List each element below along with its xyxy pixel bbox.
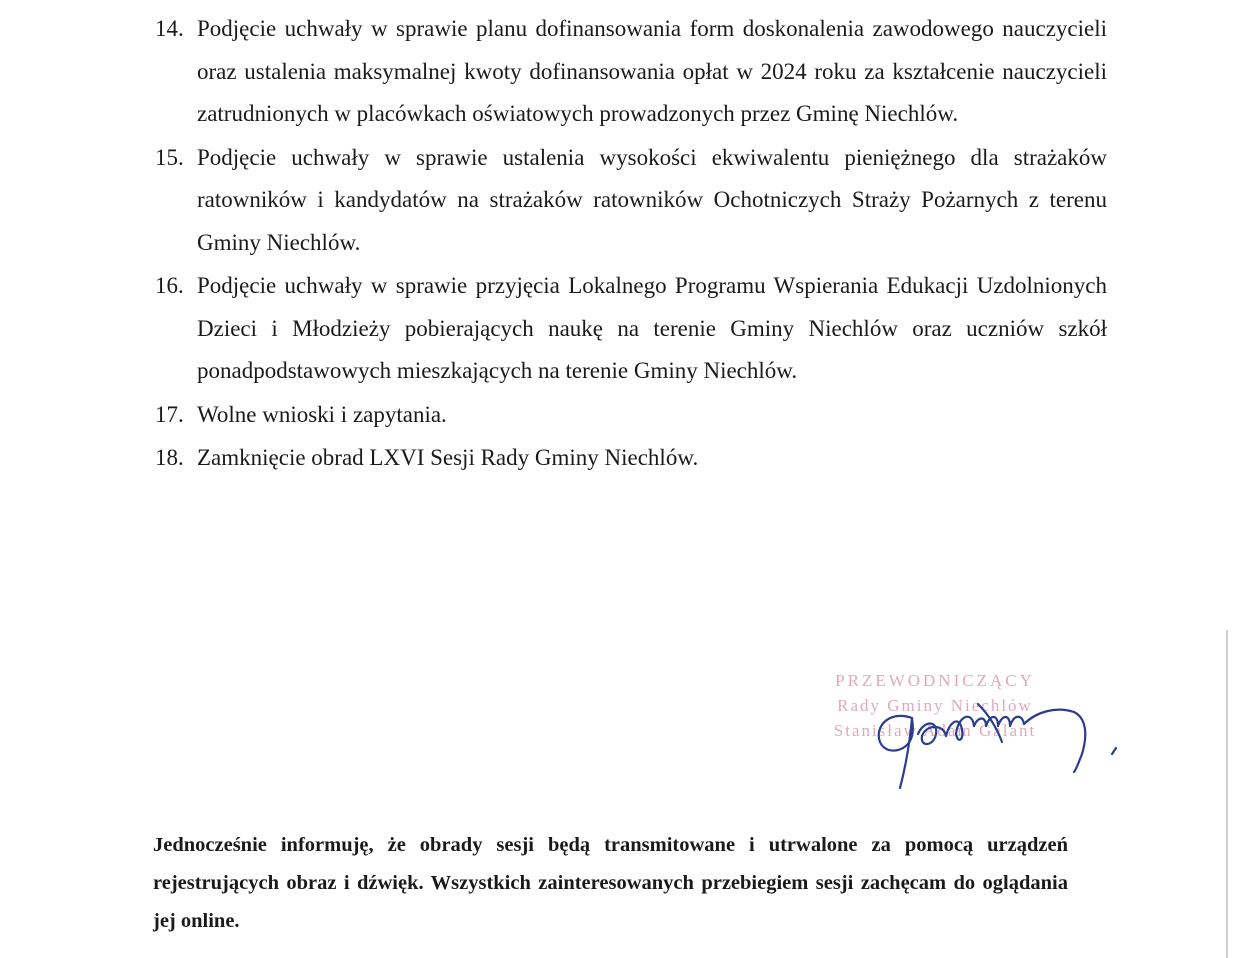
agenda-item-text: Podjęcie uchwały w sprawie przyjęcia Lokalnego Programu Wspierania Edukacji Uzdolnionych Dzieci i Młodzieży pobierających naukę na terenie Gminy Niechlów oraz uczniów szkół ponadpodstawowych mieszkających na terenie Gminy Niechlów. — [197, 273, 1107, 383]
agenda-item-text: Podjęcie uchwały w sprawie planu dofinansowania form doskonalenia zawodowego nauczycieli oraz ustalenia maksymalnej kwoty dofinansowania opłat w 2024 roku za kształcenie nauczycieli zatrudnionych w placówkach oświatowych prowadzonych przez Gminę Niechlów. — [197, 16, 1107, 126]
agenda-item-text: Podjęcie uchwały w sprawie ustalenia wysokości ekwiwalentu pieniężnego dla strażaków ratowników i kandydatów na strażaków ratowników Ochotniczych Straży Pożarnych z terenu Gminy Niechlów. — [197, 144, 1107, 255]
agenda-item-number: 14. — [155, 16, 184, 41]
agenda-item-text: Wolne wnioski i zapytania. — [197, 401, 447, 427]
agenda-item-16 — [155, 265, 1107, 393]
broadcast-notice: Jednocześnie informuję, że obrady sesji będą transmitowane i utrwalone za pomocą urządzeń rejestrujących obraz i dźwięk. Wszystkich zainteresowanych przebiegiem sesji zachęcam do oglądania jej online. — [153, 834, 1068, 932]
agenda-item-number: 18. — [155, 445, 184, 470]
agenda-item-18 — [155, 437, 1107, 480]
stamp-council: Rady Gminy Niechlów — [837, 696, 1033, 715]
scan-edge-line — [1226, 630, 1228, 958]
agenda-item-15 — [155, 137, 1107, 265]
stamp-name: Stanisław Adam Galant — [833, 721, 1037, 740]
agenda-list — [155, 8, 1107, 481]
agenda-item-text: Zamknięcie obrad LXVI Sesji Rady Gminy Niechlów. — [197, 445, 699, 470]
handwritten-signature — [860, 690, 1130, 800]
agenda-item-14 — [155, 8, 1107, 136]
agenda-item-17 — [155, 394, 1107, 437]
agenda-item-number: 15. — [155, 144, 184, 170]
agenda-item-number: 16. — [155, 273, 184, 298]
agenda-item-number: 17. — [155, 401, 184, 427]
stamp-title: PRZEWODNICZĄCY — [835, 671, 1035, 690]
